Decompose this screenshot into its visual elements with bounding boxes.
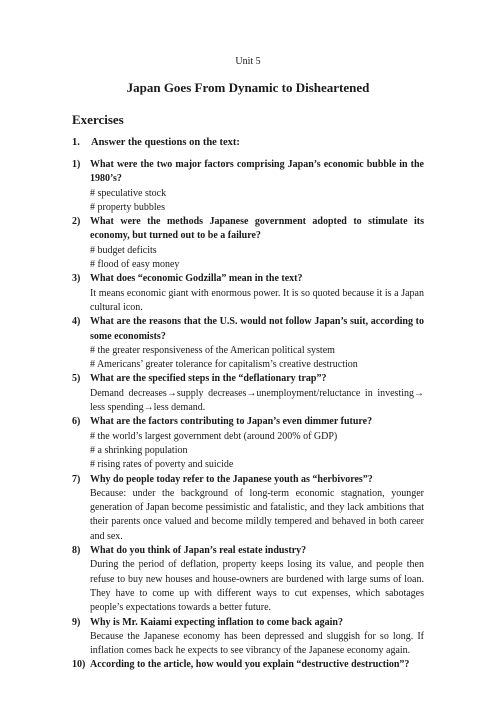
answer-point: # speculative stock	[90, 187, 167, 199]
question-item	[72, 158, 424, 215]
answer-text: Demand decreases→supply decreases→unemployment/reluctance in investing→ less spending→less demand.	[90, 387, 424, 414]
answer-text: Because the Japanese economy has been depressed and sluggish for so long. If inflation comes back he expects to see vibrancy of the Japanese economy again.	[90, 630, 424, 657]
question-text: What do you think of Japan’s real estate industry?	[90, 545, 307, 557]
section-heading: Exercises	[72, 112, 124, 127]
question-number: 3)	[72, 273, 81, 285]
question-number: 2)	[72, 216, 81, 228]
instruction-number: 1.	[72, 137, 80, 148]
question-item	[72, 415, 424, 472]
answer-point: # the greater responsiveness of the American political system	[90, 344, 335, 356]
answer-text: It means economic giant with enormous power. It is so quoted because it is a Japan cultural icon.	[90, 287, 424, 313]
answer-point: # budget deficits	[90, 244, 157, 256]
question-item	[72, 658, 424, 672]
instruction-text: Answer the questions on the text:	[91, 137, 240, 148]
question-number: 1)	[72, 159, 81, 170]
question-item	[72, 272, 424, 315]
document-title: Japan Goes From Dynamic to Disheartened	[126, 80, 370, 95]
question-text: What were the two major factors comprising Japan’s economic bubble in the 1980’s?	[90, 159, 424, 185]
answer-point: # the world’s largest government debt (around 200% of GDP)	[90, 430, 338, 442]
question-number: 8)	[72, 545, 81, 557]
question-item	[72, 544, 424, 615]
answer-text: Because: under the background of long-term economic stagnation, younger generation of Japan become pessimistic and fatalistic, and they lack ambitions that their parents once valued and become mildly tempered and behaved in both career and sex.	[90, 487, 424, 542]
answer-point: # a shrinking population	[90, 444, 188, 456]
question-item	[72, 473, 424, 544]
question-item	[72, 315, 424, 372]
exercise-instruction	[72, 137, 240, 148]
unit-label: Unit 5	[235, 56, 261, 67]
question-text: According to the article, how would you explain “destructive destruction”?	[90, 659, 410, 671]
question-number: 5)	[72, 373, 81, 385]
question-text: What were the methods Japanese government adopted to stimulate its economy, but turned out to be a failure?	[90, 216, 424, 242]
question-item	[72, 215, 424, 272]
answer-point: # property bubbles	[90, 201, 165, 213]
question-number: 6)	[72, 416, 81, 428]
question-text: Why is Mr. Kaiami expecting inflation to come back again?	[90, 616, 343, 628]
question-number: 7)	[72, 473, 81, 485]
question-item	[72, 372, 424, 415]
answer-text: During the period of deflation, property keeps losing its value, and people then refuse to buy new houses and house-owners are burdened with large sums of loan. They have to come up with different ways to cut expenses, which sabotages people’s expectations towards a better future.	[90, 559, 424, 614]
question-number: 10)	[72, 659, 86, 671]
question-text: What are the factors contributing to Japan’s even dimmer future?	[90, 416, 373, 428]
answer-point: # Americans’ greater tolerance for capitalism’s creative destruction	[90, 359, 358, 371]
question-number: 9)	[72, 616, 81, 628]
answer-point: # flood of easy money	[90, 259, 180, 271]
question-number: 4)	[72, 316, 81, 328]
question-list	[72, 158, 424, 673]
question-text: What does “economic Godzilla” mean in the text?	[90, 273, 303, 285]
question-text: What are the specified steps in the “deflationary trap”?	[90, 373, 327, 385]
answer-point: # rising rates of poverty and suicide	[90, 459, 234, 471]
question-text: What are the reasons that the U.S. would not follow Japan’s suit, according to some economists?	[90, 316, 424, 342]
question-item	[72, 616, 424, 659]
question-text: Why do people today refer to the Japanese youth as “herbivores”?	[90, 473, 373, 485]
